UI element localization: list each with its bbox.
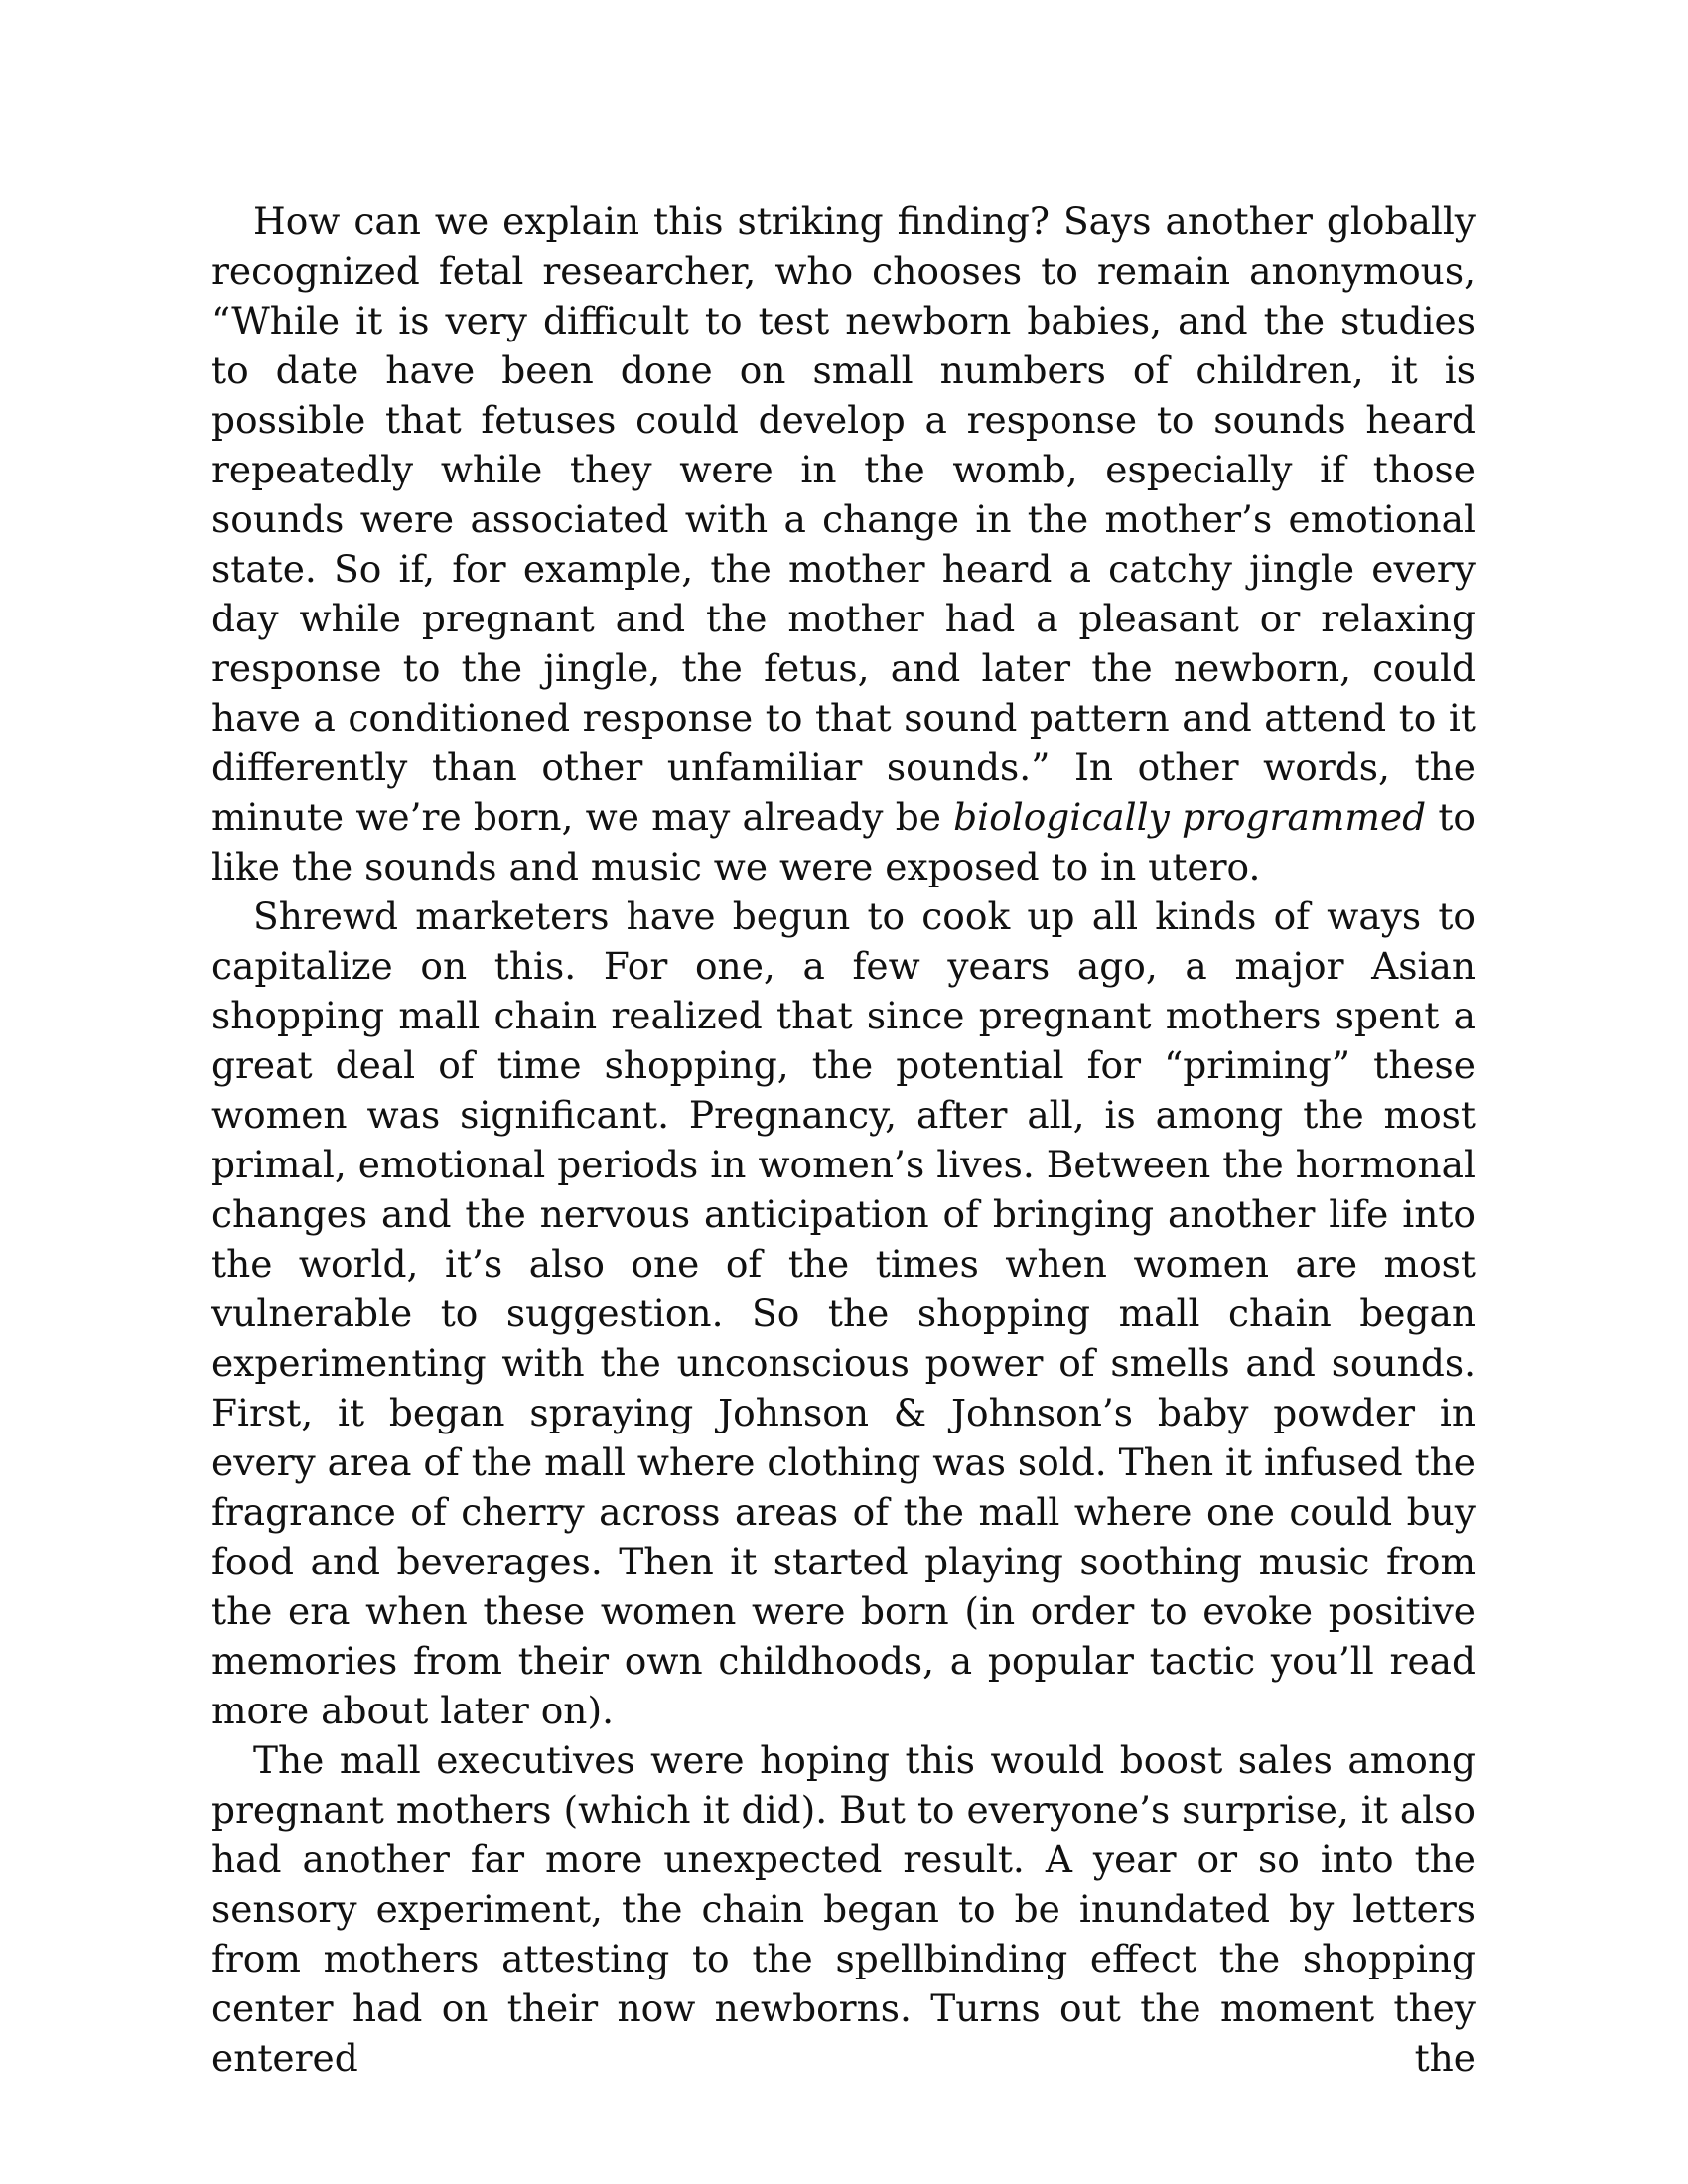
paragraph-mall-results: The mall executives were hoping this would boost sales among pregnant mothers (which it did). But to everyone’s surprise, it also had another far more unexpected result. A year or so into the sensory experiment, the chain began to be inundated by letters from mothers attesting to the spellbinding effect the shopping center had on their now newborns. Turns out the moment they entered the	[211, 1738, 1476, 2080]
paragraph-mall-marketing: Shrewd marketers have begun to cook up all kinds of ways to capitalize on this. For one, a few years ago, a major Asian shopping mall chain realized that since pregnant mothers spent a great deal of time shopping, the potential for “priming” these women was significant. Pregnancy, after all, is among the most primal, emotional periods in women’s lives. Between the hormonal changes and the nervous anticipation of bringing another life into the world, it’s also one of the times when women are most vulnerable to suggestion. So the shopping mall chain began experimenting with the unconscious power of smells and sounds. First, it began spraying Johnson & Johnson’s baby powder in every area of the mall where clothing was sold. Then it infused the fragrance of cherry across areas of the mall where one could buy food and beverages. Then it started playing soothing music from the era when these women were born (in order to evoke positive memories from their own childhoods, a popular tactic you’ll read more about later on).	[211, 894, 1476, 1732]
paragraph-text: How can we explain this striking finding? Says another globally recognized fetal researcher, who chooses to remain anonymous, “While it is very difficult to test newborn babies, and the studies to date have been done on small numbers of children, it is possible that fetuses could develop a response to sounds heard repeatedly while they were in the womb, especially if those sounds were associated with a change in the mother’s emotional state. So if, for example, the mother heard a catchy jingle every day while pregnant and the mother had a pleasant or relaxing response to the jingle, the fetus, and later the newborn, could have a conditioned response to that sound pattern and attend to it differently than other unfamiliar sounds.” In other words, the minute we’re born, we may already be	[211, 200, 1476, 839]
emphasis-text: biologically programmed	[953, 795, 1427, 839]
page-body	[211, 197, 1476, 2083]
paragraph-fetal-research	[211, 197, 1476, 891]
paragraph-text: to like the sounds and music we were exposed to in utero.	[211, 795, 1476, 888]
